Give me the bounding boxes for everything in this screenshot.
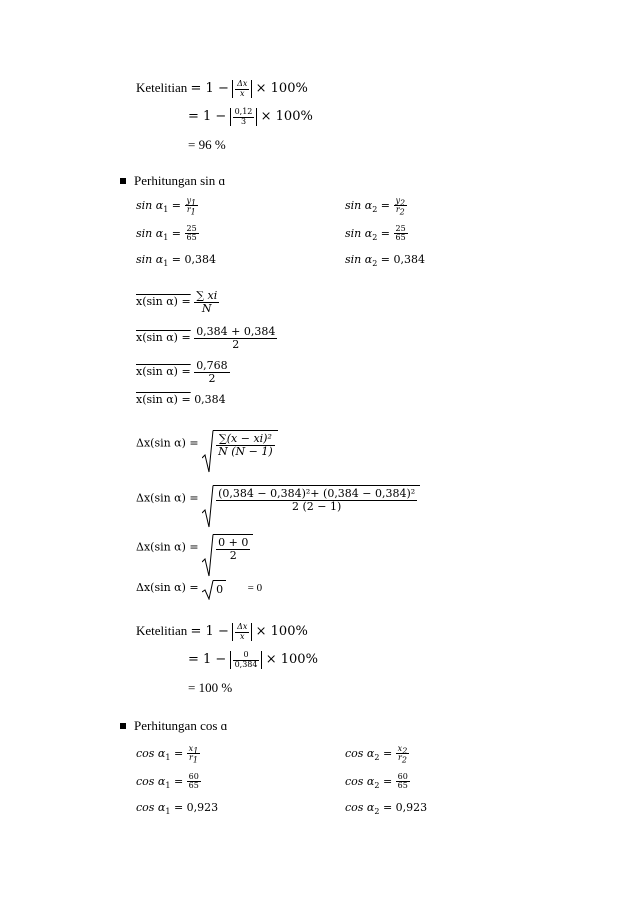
subscript: 1 <box>165 807 171 817</box>
numerator-subscript: 1 <box>193 746 199 756</box>
subscript: 2 <box>372 233 378 243</box>
numerator: 0 + 0 <box>218 536 249 549</box>
denominator: r <box>395 205 400 215</box>
equals-prefix: = 1 − <box>188 109 227 124</box>
numerator: (0,384 − 0,384)²+ (0,384 − 0,384)² <box>218 487 416 500</box>
value: = 0,923 <box>382 801 428 814</box>
ketelitian-2-line-2 <box>188 651 318 669</box>
fraction-numerator: Δx <box>237 79 248 89</box>
subscript: 2 <box>372 259 378 269</box>
denominator: N <box>201 301 212 315</box>
denominator: r <box>398 753 402 763</box>
numerator-subscript: 2 <box>402 746 408 756</box>
value: = 0,384 <box>380 253 425 266</box>
fraction-denominator: 3 <box>240 116 247 126</box>
numerator-subscript: 2 <box>400 198 406 208</box>
mean-lhs: x(sin α) = <box>136 393 191 406</box>
denominator-subscript: 1 <box>190 207 196 217</box>
lhs: sin α <box>136 226 164 240</box>
equals-prefix: = 1 − <box>190 624 229 639</box>
lhs: cos α <box>345 774 375 788</box>
mean-value: 0,384 <box>194 393 226 406</box>
cos-right-row-2: $\cos \alpha_2$ = $\frac{60}{65}$ <box>345 772 408 791</box>
denominator: 65 <box>188 781 199 791</box>
fraction-denominator: 0,384 <box>234 659 258 669</box>
sin-right-row-2: $\sin \alpha_2$ = $\frac{25}{65}$ <box>345 224 406 243</box>
sqrt-icon <box>202 534 253 561</box>
subscript: 2 <box>374 753 380 763</box>
ketelitian-2-result: = 100 % <box>188 680 233 695</box>
denominator: 65 <box>395 233 406 243</box>
percent-suffix: × 100% <box>265 652 318 667</box>
delta-lhs: Δx(sin α) = <box>136 491 199 505</box>
abs-fraction <box>230 651 263 669</box>
denominator-subscript: 2 <box>401 755 407 765</box>
lhs: sin α <box>136 198 164 212</box>
cos-left-row-2: $\cos \alpha_1$ = $\frac{60}{65}$ <box>136 772 199 791</box>
lhs: cos α <box>136 774 166 788</box>
sqrt-icon <box>202 430 278 457</box>
delta-lhs: Δx(sin α) = <box>136 581 199 594</box>
numerator: 0,768 <box>196 359 228 372</box>
section-heading-cos <box>120 718 227 734</box>
denominator: 2 <box>229 548 237 562</box>
delta-sin-row-4 <box>136 580 262 596</box>
subscript: 1 <box>163 233 169 243</box>
fraction-numerator: 0,12 <box>234 107 253 117</box>
sin-left-row-2: $\sin \alpha_1$ = $\frac{25}{65}$ <box>136 224 197 243</box>
equals-prefix: = 1 − <box>190 81 229 96</box>
denominator: r <box>189 753 193 763</box>
subscript: 2 <box>374 807 380 817</box>
numerator: y <box>186 196 192 205</box>
result: = 0 <box>247 582 263 594</box>
numerator: 60 <box>188 772 199 781</box>
abs-fraction <box>232 80 252 98</box>
sin-left-row-3 <box>136 253 216 269</box>
lhs: sin α <box>345 226 373 240</box>
fraction-numerator: 0 <box>233 651 260 660</box>
denominator: N (N − 1) <box>218 444 273 458</box>
lhs: cos α <box>345 801 375 814</box>
percent-suffix: × 100% <box>260 109 313 124</box>
delta-lhs: Δx(sin α) = <box>136 436 199 450</box>
numerator-subscript: 1 <box>191 198 197 208</box>
mean-lhs: x(sin α) = <box>136 331 191 345</box>
value: = 0,384 <box>171 253 216 266</box>
sin-right-row-3 <box>345 253 425 269</box>
heading-text: Perhitungan sin ɑ <box>134 173 226 188</box>
section-heading-sin <box>120 173 225 189</box>
denominator: 2 (2 − 1) <box>292 499 342 513</box>
ketelitian-2-line-1 <box>136 623 308 641</box>
cos-left-row-1: $\cos \alpha_1$ = $\frac{x_1}{r_1}$ <box>136 744 199 765</box>
subscript: 2 <box>372 205 378 215</box>
numerator: x <box>397 744 403 753</box>
abs-fraction <box>230 108 258 126</box>
ketelitian-1-result: = 96 % <box>188 137 226 152</box>
numerator: 25 <box>395 224 406 233</box>
numerator: y <box>395 196 401 205</box>
subscript: 2 <box>374 781 380 791</box>
delta-lhs: Δx(sin α) = <box>136 540 199 554</box>
numerator: ∑ xi <box>196 289 218 302</box>
heading-text: Perhitungan cos ɑ <box>134 718 228 733</box>
numerator: 0,384 + 0,384 <box>196 325 276 338</box>
cos-right-row-3 <box>345 801 428 817</box>
bullet-icon <box>120 178 126 184</box>
fraction-numerator: Δx <box>237 622 248 632</box>
lhs: cos α <box>345 746 375 760</box>
numerator: x <box>188 744 194 753</box>
bullet-icon <box>120 723 126 729</box>
lhs: sin α <box>345 253 373 266</box>
mean-lhs: x(sin α) = <box>136 365 191 379</box>
denominator-subscript: 2 <box>399 207 405 217</box>
mean-sin-row-3 <box>136 360 230 384</box>
percent-suffix: × 100% <box>255 81 308 96</box>
lhs: sin α <box>345 198 373 212</box>
sin-left-row-1: $\sin \alpha_1$ = $\frac{y_1}{r_1}$ <box>136 196 197 217</box>
ketelitian-label: Ketelitian <box>136 623 188 638</box>
numerator: 25 <box>186 224 197 233</box>
denominator: r <box>186 205 191 215</box>
denominator: 2 <box>232 337 240 351</box>
value: = 0,923 <box>173 801 219 814</box>
denominator: 2 <box>208 371 216 385</box>
subscript: 1 <box>165 781 171 791</box>
ketelitian-1-line-2 <box>188 108 313 126</box>
lhs: cos α <box>136 801 166 814</box>
lhs: sin α <box>136 253 164 266</box>
mean-sin-row-4 <box>136 393 226 406</box>
delta-sin-row-1 <box>136 430 278 457</box>
fraction-denominator: x <box>239 88 245 98</box>
sin-right-row-1: $\sin \alpha_2$ = $\frac{y_2}{r_2}$ <box>345 196 406 217</box>
percent-suffix: × 100% <box>255 624 308 639</box>
numerator: ∑(x − xi)² <box>216 433 275 446</box>
mean-sin-row-1 <box>136 290 219 314</box>
delta-sin-row-2 <box>136 485 420 512</box>
radicand: 0 <box>213 580 226 596</box>
subscript: 1 <box>163 259 169 269</box>
denominator-subscript: 1 <box>192 755 198 765</box>
denominator: 65 <box>397 781 408 791</box>
denominator: 65 <box>186 233 197 243</box>
lhs: cos α <box>136 746 166 760</box>
mean-sin-row-2 <box>136 326 277 350</box>
delta-sin-row-3 <box>136 534 253 561</box>
subscript: 1 <box>165 753 171 763</box>
cos-left-row-3 <box>136 801 219 817</box>
cos-right-row-1: $\cos \alpha_2$ = $\frac{x_2}{r_2}$ <box>345 744 408 765</box>
sqrt-icon <box>202 580 226 596</box>
sqrt-icon <box>202 485 420 512</box>
ketelitian-label: Ketelitian <box>136 80 188 95</box>
subscript: 1 <box>163 205 169 215</box>
fraction-denominator: x <box>239 631 245 641</box>
ketelitian-1-line-1 <box>136 80 308 98</box>
numerator: 60 <box>397 772 408 781</box>
equals-prefix: = 1 − <box>188 652 227 667</box>
abs-fraction <box>232 623 252 641</box>
mean-lhs: x(sin α) = <box>136 295 191 309</box>
